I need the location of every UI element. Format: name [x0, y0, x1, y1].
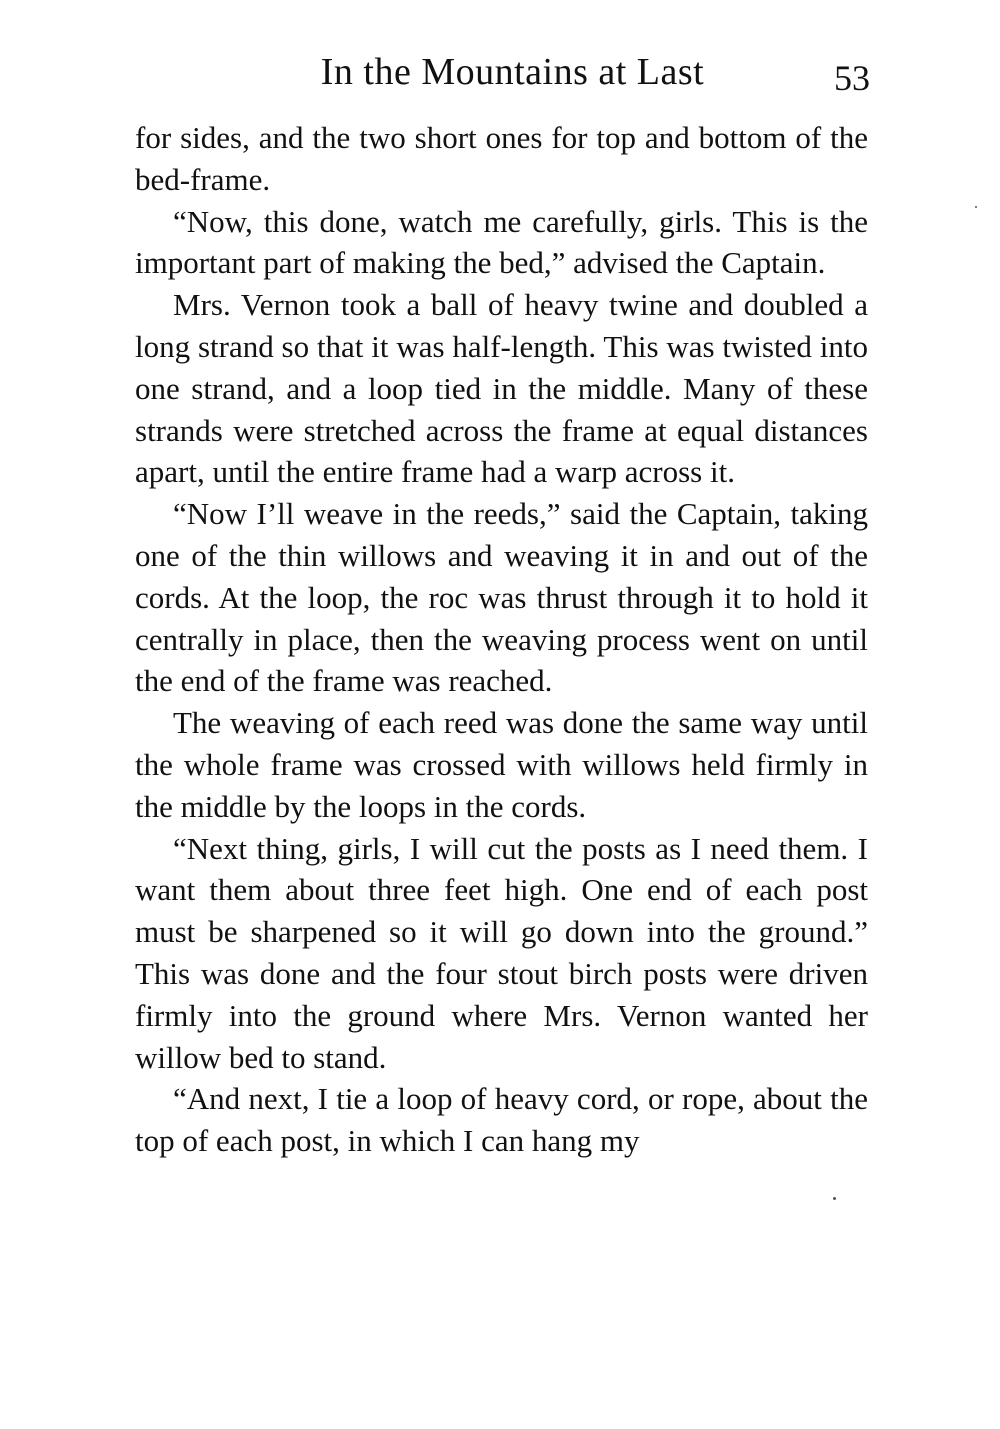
paragraph-1: for sides, and the two short ones for top and bottom of the bed-frame.: [135, 120, 868, 197]
paragraph-4: “Now I’ll weave in the reeds,” said the Captain, taking one of the thin willows and weaving it in and out of the cords. At the loop, the roc was thrust through it to hold it centrally in place, then the weaving process went on until the end of the frame was reached.: [135, 496, 868, 699]
ink-speck: [833, 1197, 836, 1200]
paragraph-7: “And next, I tie a loop of heavy cord, or rope, about the top of each post, in which I can hang my: [135, 1081, 868, 1159]
body-text: [135, 117, 868, 1162]
page-number: 53: [834, 58, 870, 98]
ink-speck: [975, 206, 977, 208]
paragraph-3: Mrs. Vernon took a ball of heavy twine and doubled a long strand so that it was half-length. This was twisted into one strand, and a loop tied in the middle. Many of these strands were stretched across the frame at equal distances apart, until the entire frame had a warp across it.: [135, 287, 868, 490]
paragraph-5: The weaving of each reed was done the same way until the whole frame was crossed with willows held firmly in the middle by the loops in the cords.: [135, 705, 868, 824]
paragraph-2: “Now, this done, watch me carefully, girls. This is the important part of making the bed,” advised the Captain.: [135, 203, 868, 281]
running-title: In the Mountains at Last: [320, 51, 705, 93]
running-head: [135, 44, 870, 104]
paragraph-6: “Next thing, girls, I will cut the posts as I need them. I want them about three feet high. One end of each post must be sharpened so it will go down into the ground.” This was done and the four stout birch posts were driven firmly into the ground where Mrs. Vernon wanted her willow bed to stand.: [135, 830, 868, 1075]
